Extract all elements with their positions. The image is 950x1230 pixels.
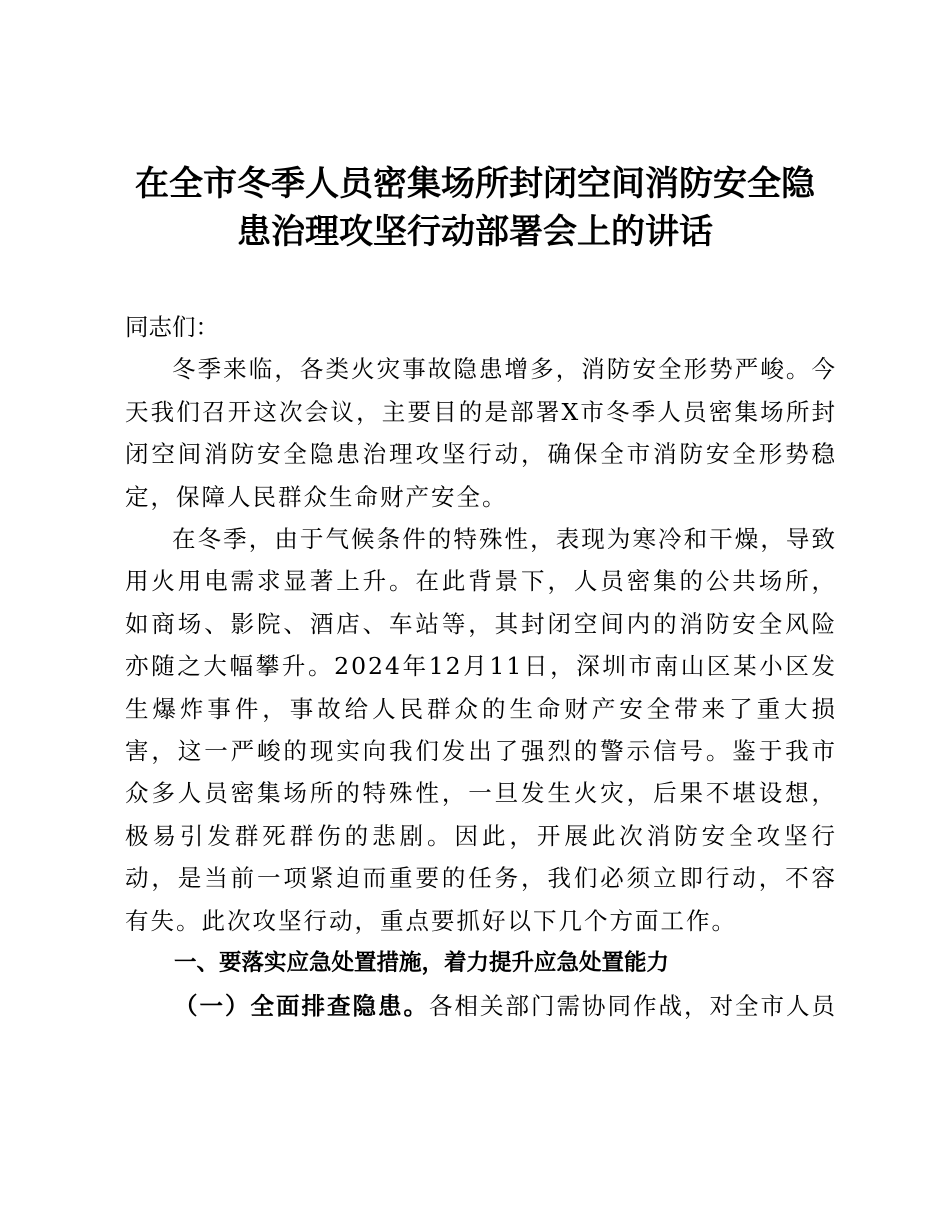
section-heading-1: 一、要落实应急处置措施，着力提升应急处置能力 — [174, 950, 670, 977]
salutation: 同志们： — [125, 313, 219, 341]
paragraph-2: 在冬季，由于气候条件的特殊性，表现为寒冷和干燥，导致用火用电需求显著上升。在此背景下，人员密集的公共场所，如商场、影院、酒店、车站等，其封闭空间内的消防安全风险亦随之大幅攀升。2024年12月11日，深圳市南山区某小区发生爆炸事件，事故给人民群众的生命财产安全带来了重大损害，这一严峻的现实向我们发出了强烈的警示信号。鉴于我市众多人员密集场所的特殊性，一旦发生火灾，后果不堪设想，极易引发群死群伤的悲剧。因此，开展此次消防安全攻坚行动，是当前一项紧迫而重要的任务，我们必须立即行动，不容有失。此次攻坚行动，重点要抓好以下几个方面工作。 — [125, 525, 837, 935]
title-line-1: 在全市冬季人员密集场所封闭空间消防安全隐 — [135, 164, 815, 204]
title-line-2: 患治理攻坚行动部署会上的讲话 — [237, 212, 713, 252]
subsection-1-text: 各相关部门需协同作战，对全市人员 — [429, 991, 837, 1020]
subsection-1 — [125, 985, 837, 1027]
paragraph-1: 冬季来临，各类火灾事故隐患增多，消防安全形势严峻。今天我们召开这次会议，主要目的是部署X市冬季人员密集场所封闭空间消防安全隐患治理攻坚行动，确保全市消防安全形势稳定，保障人民群众生命财产安全。 — [125, 355, 837, 511]
document-body — [125, 306, 837, 1027]
document-title — [110, 160, 840, 256]
subsection-1-lead: （一）全面排查隐患。 — [174, 991, 429, 1020]
